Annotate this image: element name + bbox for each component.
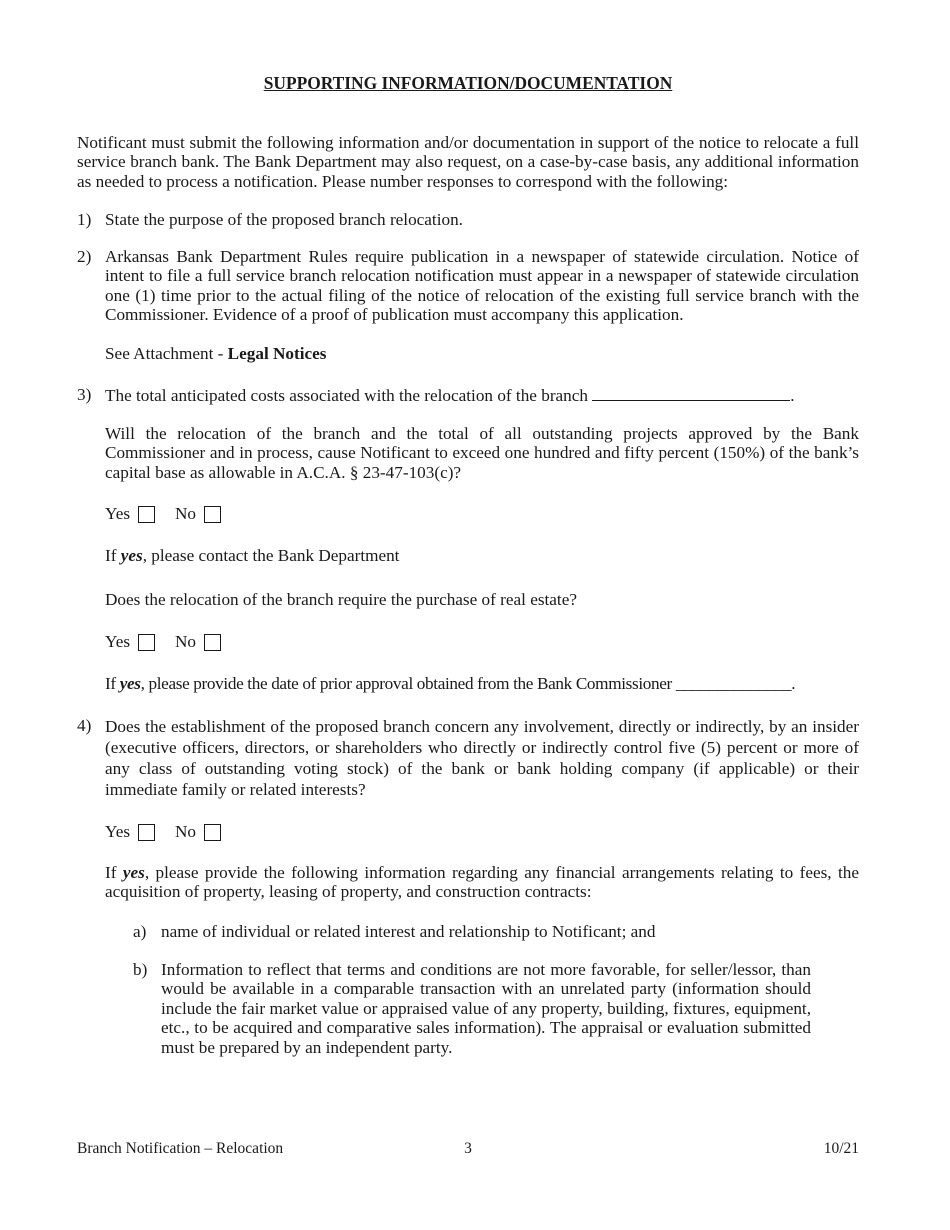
sub-item-b-number: b) xyxy=(133,960,148,979)
intro-paragraph: Notificant must submit the following information and/or documentation in support of the notice to relocate a full service branch bank. The Bank Department may also request, on a case-by-case basis, any additional information as needed to process a notification. Please number responses to correspond with the following: xyxy=(77,133,859,191)
if-yes-1-em: yes xyxy=(120,546,143,565)
item-2-text: Arkansas Bank Department Rules require publication in a newspaper of statewide circulation. Notice of intent to file a full service branch relocation notification must appear in a newspaper of statewide circulation one (1) time prior to the actual filing of the notice of relocation of the existing full service branch with the Commissioner. Evidence of a proof of publication must accompany this application. xyxy=(105,247,859,325)
total-cost-blank[interactable] xyxy=(592,385,790,401)
q3-yes-label: Yes xyxy=(105,822,131,841)
footer-left: Branch Notification – Relocation xyxy=(77,1140,284,1157)
item-4-if-yes-paragraph xyxy=(105,863,859,902)
sub-item-a-number: a) xyxy=(133,922,147,941)
q1-yes-label: Yes xyxy=(105,504,131,523)
q3-no-checkbox[interactable] xyxy=(204,824,221,841)
footer-page-number: 3 xyxy=(464,1140,472,1157)
q2-no-checkbox[interactable] xyxy=(204,634,221,651)
page-title: SUPPORTING INFORMATION/DOCUMENTATION xyxy=(263,73,673,93)
q3-yes-checkbox[interactable] xyxy=(138,824,155,841)
see-attachment-prefix: See Attachment - xyxy=(105,344,228,363)
item-3-question-1: Will the relocation of the branch and the total of all outstanding projects approved by the Bank Commissioner and in process, cause Notificant to exceed one hundred and fifty percent (150%) of the bank’s capital base as allowable in A.C.A. § 23-47-103(c)? xyxy=(105,424,859,482)
if-yes-3-rest: , please provide the following information regarding any financial arrangements relating to fees, the acquisition of property, leasing of property, and construction contracts: xyxy=(105,863,859,902)
item-1-number: 1) xyxy=(77,210,92,229)
item-3-question-2: Does the relocation of the branch require the purchase of real estate? xyxy=(105,590,577,609)
item-2-number: 2) xyxy=(77,247,92,266)
question-2-yes-no xyxy=(105,632,241,652)
q1-yes-checkbox[interactable] xyxy=(138,506,155,523)
q2-yes-checkbox[interactable] xyxy=(138,634,155,651)
sub-item-b-text: Information to reflect that terms and conditions are not more favorable, for seller/lessor, than would be available in a comparable transaction with an unrelated party (information should include the fair market value or appraised value of any property, building, fixtures, equipment, etc., to be acquired and comparative sales information). The appraisal or evaluation submitted must be prepared by an independent party. xyxy=(161,960,811,1057)
if-yes-3-em: yes xyxy=(122,863,145,882)
item-3-number: 3) xyxy=(77,385,92,404)
sub-item-a-text: name of individual or related interest and relationship to Notificant; and xyxy=(161,922,656,941)
item-1-text: State the purpose of the proposed branch relocation. xyxy=(105,210,463,229)
if-yes-2-prefix: If xyxy=(105,674,120,693)
if-yes-contact-line xyxy=(105,546,859,566)
item-4-text: Does the establishment of the proposed branch concern any involvement, directly or indirectly, by an insider (executive officers, directors, or shareholders who directly or indirectly control five (5) percent or more of any class of outstanding voting stock) of the bank or bank holding company (if applicable) or their immediate family or related interests? xyxy=(105,717,859,799)
if-yes-3-prefix: If xyxy=(105,863,123,882)
footer-date: 10/21 xyxy=(823,1140,859,1157)
see-attachment-line xyxy=(105,344,859,364)
item-3-period: . xyxy=(790,386,795,405)
item-3-text-line xyxy=(105,385,859,406)
approval-date-blank[interactable]: ______________ xyxy=(675,674,792,693)
question-1-yes-no xyxy=(105,504,241,524)
q1-no-label: No xyxy=(175,504,197,523)
if-yes-1-prefix: If xyxy=(105,546,121,565)
date-line-period: . xyxy=(791,674,796,693)
item-4-number: 4) xyxy=(77,716,92,735)
if-yes-date-line xyxy=(105,674,859,694)
q3-no-label: No xyxy=(175,822,197,841)
q1-no-checkbox[interactable] xyxy=(204,506,221,523)
question-3-yes-no xyxy=(105,822,241,842)
document-page xyxy=(77,0,859,1230)
if-yes-2-em: yes xyxy=(119,674,141,693)
q2-no-label: No xyxy=(175,632,197,651)
item-3-text: The total anticipated costs associated with the relocation of the branch xyxy=(105,386,588,405)
if-yes-1-rest: , please contact the Bank Department xyxy=(142,546,400,565)
if-yes-2-rest: , please provide the date of prior approval obtained from the Bank Commissioner xyxy=(140,674,672,693)
legal-notices-label: Legal Notices xyxy=(227,344,327,363)
q2-yes-label: Yes xyxy=(105,632,131,651)
